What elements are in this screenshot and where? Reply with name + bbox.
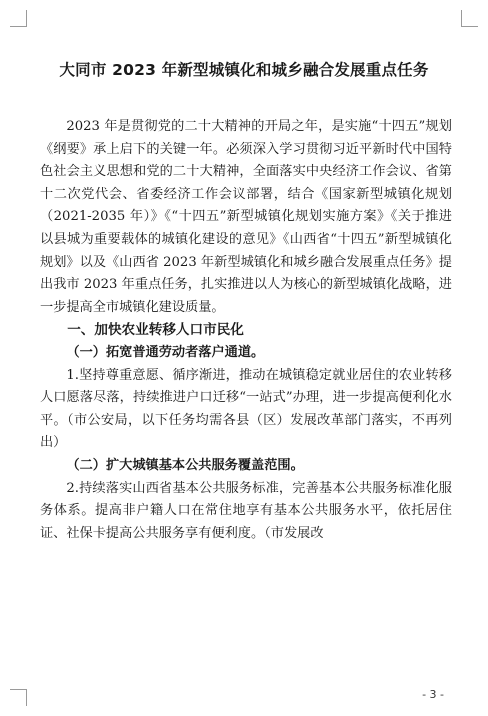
document-body: [40, 116, 452, 545]
crop-mark-top-left: [10, 10, 27, 27]
task-item-2: 2.持续落实山西省基本公共服务标准，完善基本公共服务标准化服务体系。提高非户籍人口在常住地享有基本公共服务水平，依托居住证、社保卡提高公共服务享有便利度。（市发展改: [40, 480, 452, 541]
intro-paragraph: 2023 年是贯彻党的二十大精神的开局之年，是实施“十四五”规划《纲要》承上启下的关键一年。必须深入学习贯彻习近平新时代中国特色社会主义思想和党的二十大精神，全面落实中央经济工作会议、省第十二次党代会、省委经济工作会议部署，结合《国家新型城镇化规划（2021-2035 年）》《“十四五”新型城镇化规划实施方案》《关于推进以县城为重要载体的城镇化建设的意见》《山西省“十四五”新型城镇化规划》以及《山西省 2023 年新型城镇化和城乡融合发展重点任务》提出我市 2023 年重点任务，扎实推进以人为核心的新型城镇化战略，进一步提高全市城镇化建设质量。: [40, 119, 452, 315]
subsection-heading-2: （二）扩大城镇基本公共服务覆盖范围。: [66, 457, 304, 473]
crop-mark-top-right: [461, 10, 478, 27]
page-number: - 3 -: [422, 688, 444, 701]
task-item-1: 1.坚持尊重意愿、循序渐进，推动在城镇稳定就业居住的农业转移人口愿落尽落，持续推进户口迁移“一站式”办理，进一步提高便利化水平。（市公安局，以下任务均需各县（区）发展改革部门落实，不再列出）: [40, 367, 452, 451]
section-heading-1: 一、加快农业转移人口市民化: [67, 322, 244, 339]
document-title: 大同市 2023 年新型城镇化和城乡融合发展重点任务: [59, 61, 429, 79]
crop-mark-bottom-left: [10, 689, 27, 706]
subsection-heading-1: （一）拓宽普通劳动者落户通道。: [66, 344, 265, 360]
